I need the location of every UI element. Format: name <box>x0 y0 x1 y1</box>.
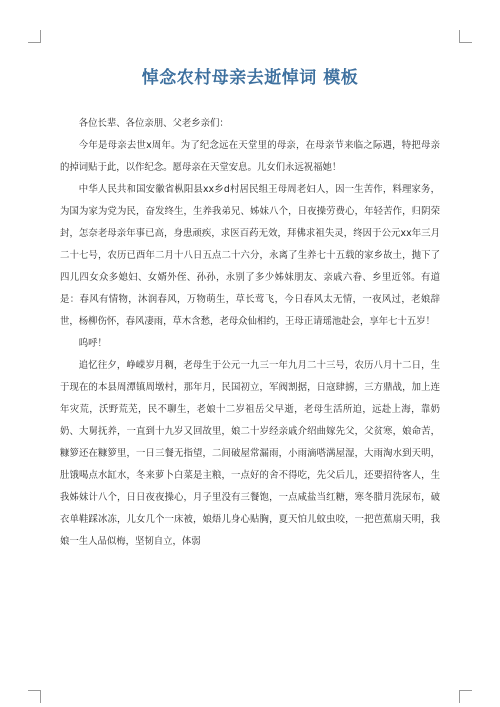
salutation-paragraph: 各位长辈、各位亲朋、父老乡亲们： <box>78 118 229 129</box>
document-title: 悼念农村母亲去逝悼词 模板 <box>141 68 359 88</box>
crop-mark-bottom-right <box>459 690 472 703</box>
recollection-paragraph: 追忆往夕，峥嵘岁月稠，老母生于公元一九三一年九月二十三号，农历八月十二日，生于现在的本县周潭镇周墩村，那年月，民国初立，军阀割据，日寇肆掳，三方鼎战，加上连年灾荒，沃野荒芜，民不聊生，老娘十二岁祖岳父早逝，老母生活所迫，远赴上海，靠奶奶、大舅抚养，一直到十九岁又回故里，娘二十岁经亲戚介绍曲嫁先父，父贫寒，娘命苦，糠箩还在糠箩里，一日三餐无指望，二间破屋常漏雨，小雨滴嗒满屋湿，大雨淘水到天明，肚饿喝点水缸水，冬来萝卜白菜是主粮，一点好的舍不得吃，先父后儿，还要招待客人，生我姊妹计八个，日日夜夜操心，月子里没有三餐饱，一点咸盐当红糖，寒冬腊月洗尿布，破衣单鞋踩冰冻，儿女几个一床被，娘焐儿身心贴胸，夏天怕儿蚊虫咬，一把芭蕉扇天明，我娘一生人品似梅，坚韧自立，体弱 <box>60 360 440 547</box>
crop-mark-bottom-left <box>28 690 41 703</box>
biography-paragraph: 中华人民共和国安徽省枞阳县xx乡d村居民组王母周老妇人，因一生苦作，料理家务，为国为家为党为民，奋发终生，生养我弟兄、姊妹八个，日夜操劳费心，年轻苦作，归阴荣封，怎奈老母亲年事已高，身患顽疾，求医百药无效，拜佛求祖失灵，终因于公元xx年三月二十七号，农历已酉年二月十八日五点二十六分，永离了生养七十五载的家乡故土，抛下了四儿四女众多媳妇、女婿外侄、孙孙，永别了多少姊妹朋友、亲戚六眷、乡里近邻。有道是：春风有情物，沐润春风，万物萌生，草长莺飞，今日春风太无情，一夜风过，老娘辞世，杨柳伤怀，春风凄雨，草木含愁，老母众仙相约，王母正请瑶池赴会，享年七十五岁！ <box>60 184 440 327</box>
crop-mark-top-left <box>28 30 41 43</box>
exclamation-paragraph: 呜呼！ <box>78 338 107 349</box>
intro-paragraph: 今年是母亲去世x周年。为了纪念远在天堂里的母亲，在母亲节来临之际遇，特把母亲的掉词贴于此，以作纪念。愿母亲在天堂安息。儿女们永远祝福她！ <box>60 140 440 173</box>
crop-mark-top-right <box>459 30 472 43</box>
document-body <box>60 113 440 553</box>
